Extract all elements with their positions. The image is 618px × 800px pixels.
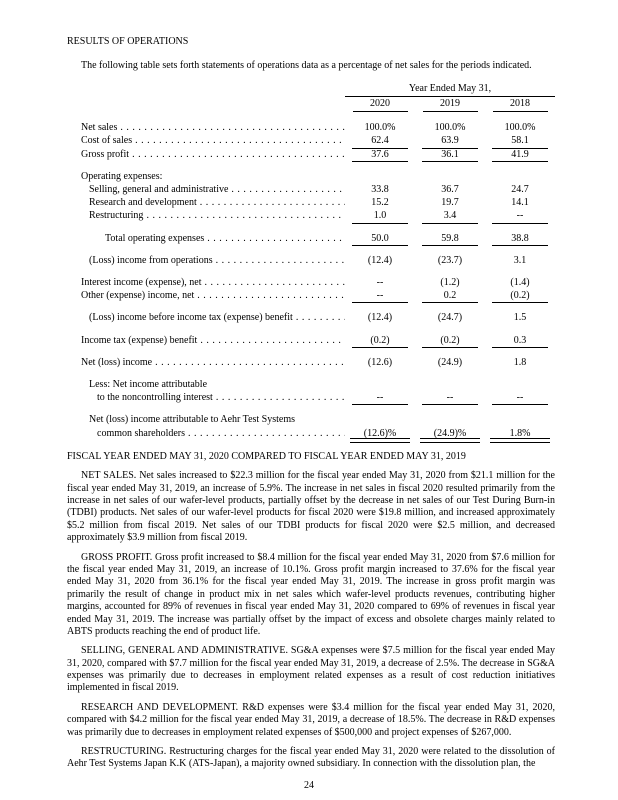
row-value-2020: 1.0 [345,209,415,222]
row-label: to the noncontrolling interest . . . [81,391,345,404]
table-row-sga [81,183,555,196]
row-value-2020: -- [376,277,384,289]
year-header-2019: 2019 [423,97,478,112]
row-value-2019: 3.4 [415,209,485,222]
row-value-2018: -- [485,209,555,222]
row-value-2019: (1.2) [440,277,460,289]
row-value-2020: (12.4) [367,312,393,324]
row-value-2018: 41.9 [485,148,555,161]
row-value-2019: (24.7) [437,312,463,324]
table-row-net-loss-income [81,356,555,369]
row-value-2018: 14.1 [511,197,529,209]
row-value-2020: 37.6 [345,148,415,161]
table-years-row [81,97,555,112]
row-label: Restructuring . . . [81,209,345,222]
row-value-2018: 3.1 [513,254,527,266]
row-value-2020: (12.6) [367,356,393,368]
row-label: Operating expenses: [81,170,163,182]
row-value-2018: 1.8 [513,356,527,368]
row-value-2018: 1.8% [485,427,555,440]
row-label: Income tax (expense) benefit . . . [81,334,345,347]
row-value-2019: (24.9) [437,356,463,368]
table-row-net-sales [81,121,555,134]
row-value-2018: 100.0% [504,122,536,134]
row-value-2019: 19.7 [441,197,459,209]
fiscal-year-comparison-heading: FISCAL YEAR ENDED MAY 31, 2020 COMPARED TO FISCAL YEAR ENDED MAY 31, 2019 [67,450,466,462]
table-row-gross-profit [81,148,555,161]
paragraph-restructuring: RESTRUCTURING. Restructuring charges for the fiscal year ended May 31, 2020 were related to the dissolution of Aehr Test Systems Japan K.K (ATS-Japan), a majority owned subsidiary. In connection with the dissolution plan, the [67,746,555,770]
row-value-2018: 0.3 [485,334,555,347]
operations-percentage-table [81,82,555,440]
paragraph-research-development: RESEARCH AND DEVELOPMENT. R&D expenses were $3.4 million for the fiscal year ended May 31, 2020, compared with $4.2 million for the fiscal year ended May 31, 2019, a decrease of 18.5%. The decrease in R&D expenses was primarily due to decreases in employment related expenses of $500,000 and project expenses of $267,000. [67,701,555,738]
row-value-2020: (0.2) [345,334,415,347]
row-value-2018: 58.1 [485,134,555,147]
table-row-income-tax [81,334,555,347]
row-value-2018: 1.5 [513,312,527,324]
row-value-2020: (12.6)% [345,427,415,440]
row-value-2018: 24.7 [511,184,529,195]
row-label: Net (loss) income attributable to Aehr Test Systems [89,414,296,426]
paragraph-net-sales: NET SALES. Net sales increased to $22.3 million for the fiscal year ended May 31, 2020 from $21.1 million for the fiscal year ended May 31, 2019, an increase of 5.9%. The increase in net sales in fiscal 2020 resulted primarily from the increase in net sales of our wafer-level products, partially offset by the decrease in net sales of our Test During Burn-in (TDBI) products. Net sales of our wafer-level products for fiscal 2020 were $19.8 million, and increased approximately $5.2 million from fiscal 2019. Net sales of our TDBI products for fiscal 2020 were $2.5 million, and decreased approximately $3.9 million from fiscal 2019. [67,470,555,544]
table-row-other-expense-income [81,289,555,302]
row-value-2019: (23.7) [437,254,463,266]
row-value-2020: -- [345,289,415,302]
table-row-cost-of-sales [81,134,555,147]
table-period-header-row [81,82,555,97]
row-label: (Loss) income from operations . . . [81,254,345,267]
row-label: Net sales . . . [81,121,345,134]
row-label: Gross profit . . . [81,148,345,161]
row-label: Interest income (expense), net . . . [81,276,345,289]
row-value-2019: 36.1 [415,148,485,161]
table-row-total-operating-expenses [81,232,555,245]
row-label: Selling, general and administrative . . . [81,183,345,196]
row-value-2018: (1.4) [510,277,530,289]
row-label: Total operating expenses . . . [81,232,345,245]
row-value-2019: 100.0% [434,122,466,134]
row-value-2020: 50.0 [345,232,415,245]
row-label: (Loss) income before income tax (expense) benefit . . . [81,311,345,324]
row-value-2018: 38.8 [485,232,555,245]
row-label: Cost of sales . . . [81,134,345,147]
row-label: common shareholders . . . [81,427,345,440]
row-value-2018: -- [485,391,555,404]
row-label: Research and development . . . [81,196,345,209]
row-label: Other (expense) income, net . . . [81,289,345,302]
row-value-2019: (24.9)% [415,427,485,440]
row-value-2019: 36.7 [441,184,459,195]
row-value-2019: 59.8 [415,232,485,245]
table-row-operating-expenses-header [81,170,555,183]
table-row-loss-income-from-operations [81,254,555,267]
row-value-2019: 63.9 [415,134,485,147]
table-period-group-header: Year Ended May 31, [345,82,555,97]
page-number: 24 [304,779,314,791]
row-value-2019: -- [415,391,485,404]
table-row-noncontrolling-interest [81,391,555,404]
row-value-2020: 15.2 [371,197,389,209]
row-value-2019: 0.2 [415,289,485,302]
table-row-interest-income-expense [81,276,555,289]
row-value-2020: 33.8 [371,184,389,195]
year-header-2020: 2020 [353,97,408,112]
table-row-loss-income-before-tax [81,311,555,324]
year-header-2018: 2018 [493,97,548,112]
table-row-net-loss-attributable-aehr [81,413,555,426]
table-row-restructuring [81,209,555,222]
table-intro-text: The following table sets forth statements of operations data as a percentage of net sales for the periods indicated. [81,60,532,72]
paragraph-sga: SELLING, GENERAL AND ADMINISTRATIVE. SG&A expenses were $7.5 million for the fiscal year ended May 31, 2020, compared with $7.7 million for the fiscal year ended May 31, 2019, a decrease of 2.5%. The decrease in SG&A expenses was primarily due to decreases in employment related expenses as a result of cost reduction initiatives implemented in fiscal 2019. [67,645,555,694]
row-value-2020: 100.0% [364,122,396,134]
row-value-2018: (0.2) [485,289,555,302]
table-row-common-shareholders [81,427,555,440]
table-row-less-net-income-attributable [81,378,555,391]
row-value-2019: (0.2) [415,334,485,347]
paragraph-gross-profit: GROSS PROFIT. Gross profit increased to $8.4 million for the fiscal year ended May 31, 2020 from $7.6 million for the fiscal year ended May 31, 2019, an increase of 10.1%. Gross profit margin increased to 37.6% for the fiscal year ended May 31, 2020 from 36.1% for the fiscal year ended May 31, 2019. The increase in gross profit margin was primarily the result of change in product mix in net sales which wafer-level products revenues, contributing higher margins, accounted for 89% of revenues in fiscal year ended May 31, 2020 compared to 69% of revenues in fiscal year ended May 31, 2019. The increase was partially offset by the impact of excess and obsolete charges mainly related to ABTS products reaching the end of product life. [67,551,555,637]
table-row-research-development [81,196,555,209]
row-label: Less: Net income attributable [89,379,208,391]
row-value-2020: -- [345,391,415,404]
row-label: Net (loss) income . . . [81,356,345,369]
row-value-2020: 62.4 [345,134,415,147]
row-value-2020: (12.4) [367,254,393,266]
page-title: RESULTS OF OPERATIONS [67,36,189,47]
